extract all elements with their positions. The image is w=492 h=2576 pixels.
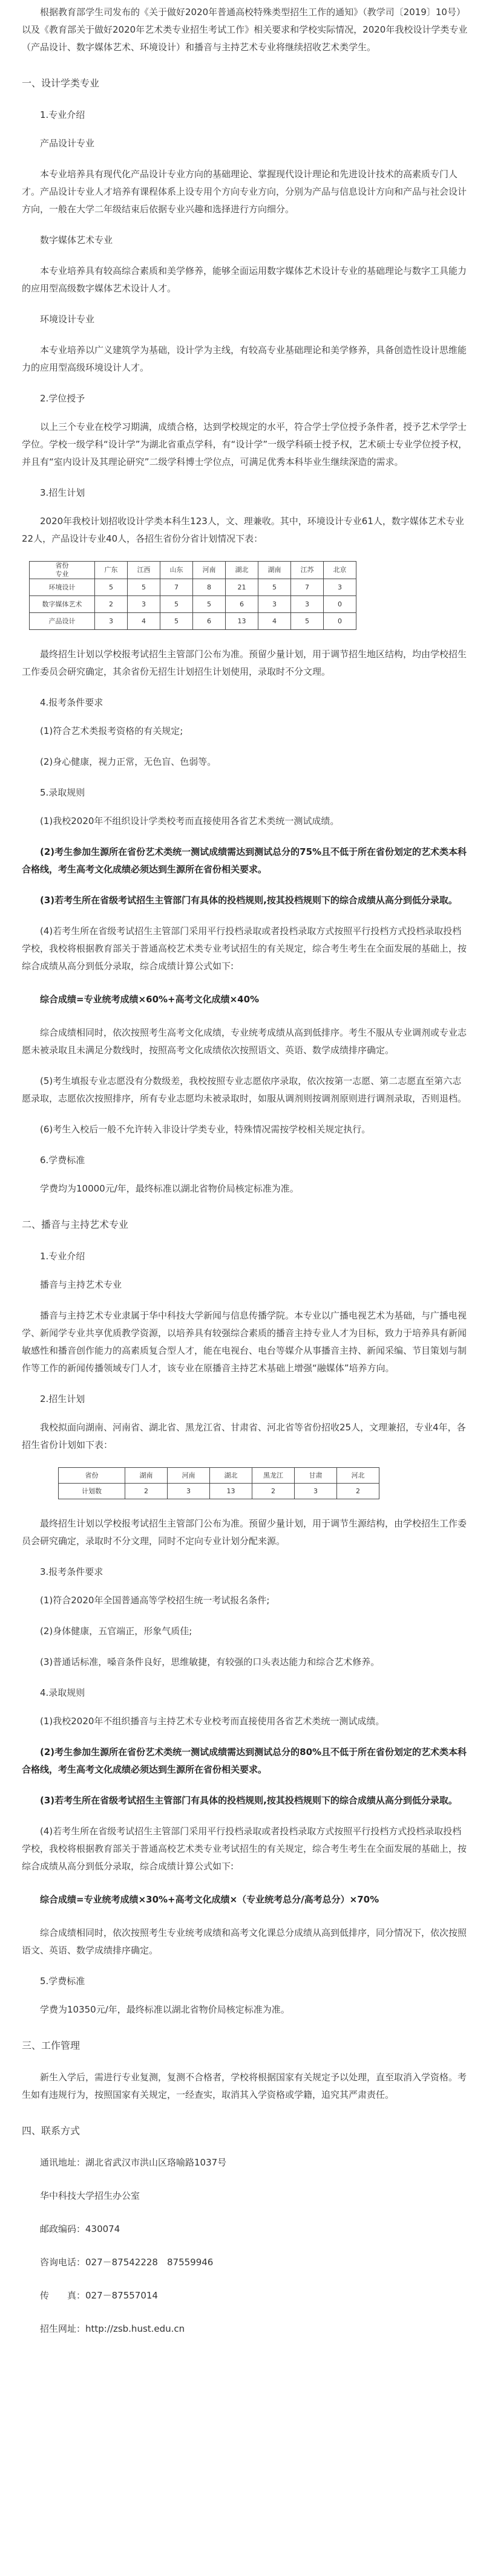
table-cell: 0 xyxy=(324,613,356,630)
table-cell: 3 xyxy=(95,613,128,630)
contact-office: 华中科技大学招生办公室 xyxy=(40,2190,140,2201)
section-design-heading: 一、设计学类专业 xyxy=(22,77,100,89)
broadcast-s3: 3.报考条件要求 xyxy=(40,1566,103,1577)
table-cell: 21 xyxy=(226,579,258,596)
digital-media-desc: 本专业培养具有较高综合素质和美学修养，能够全面运用数字媒体艺术设计专业的基础理论与数字工具能力的应用型高级数字媒体艺术设计人才。 xyxy=(22,265,467,294)
design-s2: 2.学位授予 xyxy=(40,393,85,404)
design-rule1: (1)我校2020年不组织设计学类校考而直接使用各省艺术类统一测试成绩。 xyxy=(40,816,339,826)
table-cell: 3 xyxy=(168,1484,210,1499)
table-cell: 8 xyxy=(193,579,226,596)
table-cell: 2 xyxy=(125,1484,168,1499)
contact-fax: 传 真：027－87557014 xyxy=(40,2290,158,2301)
product-design-title: 产品设计专业 xyxy=(40,138,95,149)
design-rule4-note: 综合成绩相同时，依次按照考生高考文化成绩，专业统考成绩从高到低排序。考生不服从专业调剂或专业志愿未被录取且未满足分数线时，按照高考文化成绩依次按照语文、英语、数学成绩排序确定。 xyxy=(22,1027,467,1056)
table-row-label: 计划数 xyxy=(59,1484,125,1499)
broadcast-rule4-note: 综合成绩相同时，依次按照考生专业统考成绩和高考文化课总分成绩从高到低排序，同分情况下，依次按照语文、英语、数学成绩排序确定。 xyxy=(22,1927,467,1956)
table-header-cell: 北京 xyxy=(324,562,356,579)
table-header-cell: 湖北 xyxy=(226,562,258,579)
env-design-desc: 本专业培养以广义建筑学为基础，设计学为主线，有较高专业基础理论和美学修养，具备创造性设计思维能力的应用型高级环境设计人才。 xyxy=(22,345,467,373)
table-cell: 5 xyxy=(128,579,160,596)
table-cell: 2 xyxy=(252,1484,295,1499)
table-header-cell: 河南 xyxy=(193,562,226,579)
table-cell: 7 xyxy=(291,579,324,596)
table-header-cell: 广东 xyxy=(95,562,128,579)
section-contact-heading: 四、联系方式 xyxy=(22,2125,80,2136)
product-design-desc: 本专业培养具有现代化产品设计专业方向的基础理论、掌握现代设计理论和先进设计技术的高素质专门人才。产品设计专业人才培养有课程体系上设专用个方向专业方向，分别为产品与信息设计方向和产品与社会设计方向，一般在大学二年级结束后依据专业兴趣和选择进行方向细分。 xyxy=(22,169,467,215)
table-row xyxy=(30,596,356,613)
broadcast-fee: 学费为10350元/年，最终标准以湖北省物价局核定标准为准。 xyxy=(40,2004,290,2015)
table-cell: 6 xyxy=(193,613,226,630)
broadcast-rule4: (4)若考生所在省级考试招生主管部门采用平行投档录取或者投档录取方式按照平行投档方式投档录取投档学校，我校将根据教育部关于普通高校艺术类专业考试招生的有关规定，综合考生考生在全面发展的基础上，按综合成绩从高分到低分录取，综合成绩计算公式如下: xyxy=(22,1826,467,1872)
broadcast-s1: 1.专业介绍 xyxy=(40,1251,85,1262)
table-corner-cell: 省份 xyxy=(59,1468,125,1484)
broadcast-cond3: (3)普通话标准，嗓音条件良好，思维敏捷，有较强的口头表达能力和综合艺术修养。 xyxy=(40,1656,380,1667)
table-row-label: 产品设计 xyxy=(30,613,95,630)
table-header-cell: 湖南 xyxy=(258,562,291,579)
env-design-title: 环境设计专业 xyxy=(40,314,95,325)
table-header-row xyxy=(59,1468,379,1484)
table-header-cell: 河南 xyxy=(168,1468,210,1484)
design-cond1: (1)符合艺术类报考资格的有关规定; xyxy=(40,725,183,736)
contact-phone: 咨询电话：027－87542228 87559946 xyxy=(40,2257,214,2268)
contact-postcode: 邮政编码：430074 xyxy=(40,2224,120,2234)
contact-block xyxy=(22,2154,470,2338)
design-s5: 5.录取规则 xyxy=(40,787,85,798)
intro-paragraph: 根据教育部学生司发布的《关于做好2020年普通高校特殊类型招生工作的通知》（教学司〔2019〕10号）以及《教育部关于做好2020年艺术类专业招生考试工作》相关要求和学校实际情况，2020年我校设计学类专业（产品设计、数字媒体艺术、环境设计）和播音与主持艺术专业将继续招收艺术类学生。 xyxy=(22,7,468,53)
table-cell: 5 xyxy=(258,579,291,596)
table-header-cell: 河北 xyxy=(337,1468,379,1484)
table-cell: 13 xyxy=(226,613,258,630)
table-row xyxy=(59,1484,379,1499)
broadcast-title: 播音与主持艺术专业 xyxy=(40,1279,122,1290)
broadcast-plan-text: 我校拟面向湖南、河南省、湖北省、黑龙江省、甘肃省、河北省等省份招收25人，文理兼招，专业4年，各招生省份计划如下表： xyxy=(22,1422,466,1450)
table-corner-cell: 省份 专业 xyxy=(30,562,95,579)
table-cell: 5 xyxy=(193,596,226,613)
broadcast-s5: 5.学费标准 xyxy=(40,1976,85,1987)
design-s3: 3.招生计划 xyxy=(40,487,85,498)
broadcast-rule1: (1)我校2020年不组织播音与主持艺术专业校考而直接使用各省艺术类统一测试成绩。 xyxy=(40,1716,385,1727)
table-cell: 3 xyxy=(258,596,291,613)
design-rule6: (6)考生入校后一般不允许转入非设计学类专业，特殊情况需按学校相关规定执行。 xyxy=(40,1124,371,1135)
table-cell: 2 xyxy=(337,1484,379,1499)
table-cell: 3 xyxy=(291,596,324,613)
table-cell: 3 xyxy=(295,1484,337,1499)
broadcast-cond1: (1)符合2020年全国普通高等学校招生统一考试报名条件; xyxy=(40,1595,270,1606)
degree-paragraph: 以上三个专业在校学习期满，成绩合格，达到学校规定的水平，符合学士学位授予条件者，授予艺术学学士学位。学校一级学科“设计学”为湖北省重点学科，有“设计学”一级学科硕士授予权，艺术硕士专业学位授予权，并且有“室内设计及其理论研究”二级学科博士学位点，可满足优秀本科毕业生继续深造的需求。 xyxy=(22,421,468,467)
design-plan-table xyxy=(29,561,356,630)
design-formula: 综合成绩=专业统考成绩×60%+高考文化成绩×40% xyxy=(40,994,260,1005)
table-header-cell: 山东 xyxy=(160,562,193,579)
broadcast-desc: 播音与主持艺术专业隶属于华中科技大学新闻与信息传播学院。本专业以广播电视艺术为基础，与广播电视学、新闻学专业共享优质教学资源，以培养具有较强综合素质的播音主持专业人才为目标，致力于培养具有新闻敏感性和播音创作能力的高素质复合型人才，能在电视台、电台等媒介从事播音主持、新闻采编、节目策划与制作等工作的新闻传播领域专门人才，该专业在原播音主持艺术基础上增强“融媒体”培养方向。 xyxy=(22,1310,467,1374)
design-s6: 6.学费标准 xyxy=(40,1155,85,1166)
digital-media-title: 数字媒体艺术专业 xyxy=(40,235,113,245)
design-rule3: (3)若考生所在省级考试招生主管部门有具体的投档规则,按其投档规则下的综合成绩从高分到低分录取。 xyxy=(40,895,458,906)
design-final-plan: 最终招生计划以学校报考试招生主管部门公布为准。预留少量计划，用于调节招生地区结构，均由学校招生工作委员会研究确定，其余省份无招生计划招生计划使用，录取时不分文理。 xyxy=(22,649,467,677)
table-header-cell: 黑龙江 xyxy=(252,1468,295,1484)
table-cell: 4 xyxy=(128,613,160,630)
design-rule5: (5)考生填报专业志愿没有分数级差，我校按照专业志愿依序录取，依次按第一志愿、第二志愿直至第六志愿录取，志愿依次按照排序，所有专业志愿均未被录取时，如服从调剂则按调剂原则进行调剂录取，否则退档。 xyxy=(22,1075,467,1104)
table-cell: 7 xyxy=(160,579,193,596)
broadcast-s2: 2.招生计划 xyxy=(40,1393,85,1404)
design-rule2: (2)考生参加生源所在省份艺术类统一测试成绩需达到测试总分的75%且不低于所在省份划定的艺术类本科合格线，考生高考文化成绩必须达到生源所在省份相关要求。 xyxy=(22,846,467,875)
table-cell: 5 xyxy=(95,579,128,596)
design-fee: 学费均为10000元/年，最终标准以湖北省物价局核定标准为准。 xyxy=(40,1183,299,1194)
broadcast-cond2: (2)身体健康，五官端正，形象气质佳; xyxy=(40,1626,192,1637)
broadcast-formula: 综合成绩=专业统考成绩×30%+高考文化成绩×（专业统考总分/高考总分）×70% xyxy=(40,1894,379,1905)
table-cell: 13 xyxy=(210,1484,252,1499)
table-header-cell: 江西 xyxy=(128,562,160,579)
broadcast-s4: 4.录取规则 xyxy=(40,1687,85,1698)
table-header-cell: 湖南 xyxy=(125,1468,168,1484)
table-header-cell: 江苏 xyxy=(291,562,324,579)
table-cell: 5 xyxy=(160,596,193,613)
table-row-label: 数字媒体艺术 xyxy=(30,596,95,613)
broadcast-plan-table xyxy=(58,1467,379,1499)
contact-website[interactable]: 招生网址：http://zsb.hust.edu.cn xyxy=(40,2323,185,2334)
broadcast-rule2: (2)考生参加生源所在省份艺术类统一测试成绩需达到测试总分的80%且不低于所在省份划定的艺术类本科合格线，考生高考文化成绩必须达到生源所在省份相关要求。 xyxy=(22,1747,467,1775)
table-cell: 5 xyxy=(160,613,193,630)
table-row-label: 环境设计 xyxy=(30,579,95,596)
table-cell: 2 xyxy=(95,596,128,613)
mgmt-text: 新生入学后，需进行专业复测，复测不合格者，学校将根据国家有关规定予以处理，直至取消入学资格。考生如有违规行为，按照国家有关规定，一经查实，取消其入学资格或学籍，追究其严肃责任。 xyxy=(22,2072,467,2100)
broadcast-rule3: (3)若考生所在省级考试招生主管部门有具体的投档规则,按其投档规则下的综合成绩从高分到低分录取。 xyxy=(40,1795,458,1806)
contact-address: 通讯地址：湖北省武汉市洪山区珞喻路1037号 xyxy=(40,2157,227,2168)
design-cond2: (2)身心健康，视力正常，无色盲、色弱等。 xyxy=(40,756,217,767)
design-s4: 4.报考条件要求 xyxy=(40,697,103,708)
table-cell: 5 xyxy=(291,613,324,630)
table-cell: 3 xyxy=(324,579,356,596)
section-broadcast-heading: 二、播音与主持艺术专业 xyxy=(22,1219,129,1230)
table-header-row xyxy=(30,562,356,579)
design-rule4: (4)若考生所在省级考试招生主管部门采用平行投档录取或者投档录取方式按照平行投档方式投档录取投档学校，我校将根据教育部关于普通高校艺术类专业考试招生的有关规定，综合考生考生在全面发展的基础上，按综合成绩从高分到低分录取，综合成绩计算公式如下: xyxy=(22,926,467,972)
table-cell: 4 xyxy=(258,613,291,630)
design-s1: 1.专业介绍 xyxy=(40,109,85,120)
table-row xyxy=(30,579,356,596)
table-header-cell: 甘肃 xyxy=(295,1468,337,1484)
table-row xyxy=(30,613,356,630)
table-cell: 0 xyxy=(324,596,356,613)
section-mgmt-heading: 三、工作管理 xyxy=(22,2040,80,2051)
design-plan-text: 2020年我校计划招收设计学类本科生123人，文、理兼收。其中，环境设计专业61人，数字媒体艺术专业22人，产品设计专业40人，各招生省份分省计划情况下表： xyxy=(22,516,464,544)
table-cell: 3 xyxy=(128,596,160,613)
table-header-cell: 湖北 xyxy=(210,1468,252,1484)
table-cell: 6 xyxy=(226,596,258,613)
broadcast-final-plan: 最终招生计划以学校报考试招生主管部门公布为准。预留少量计划，用于调节生源结构，由学校招生工作委员会研究确定，录取时不分文理，同时不定向专业计划分配来源。 xyxy=(22,1518,467,1546)
